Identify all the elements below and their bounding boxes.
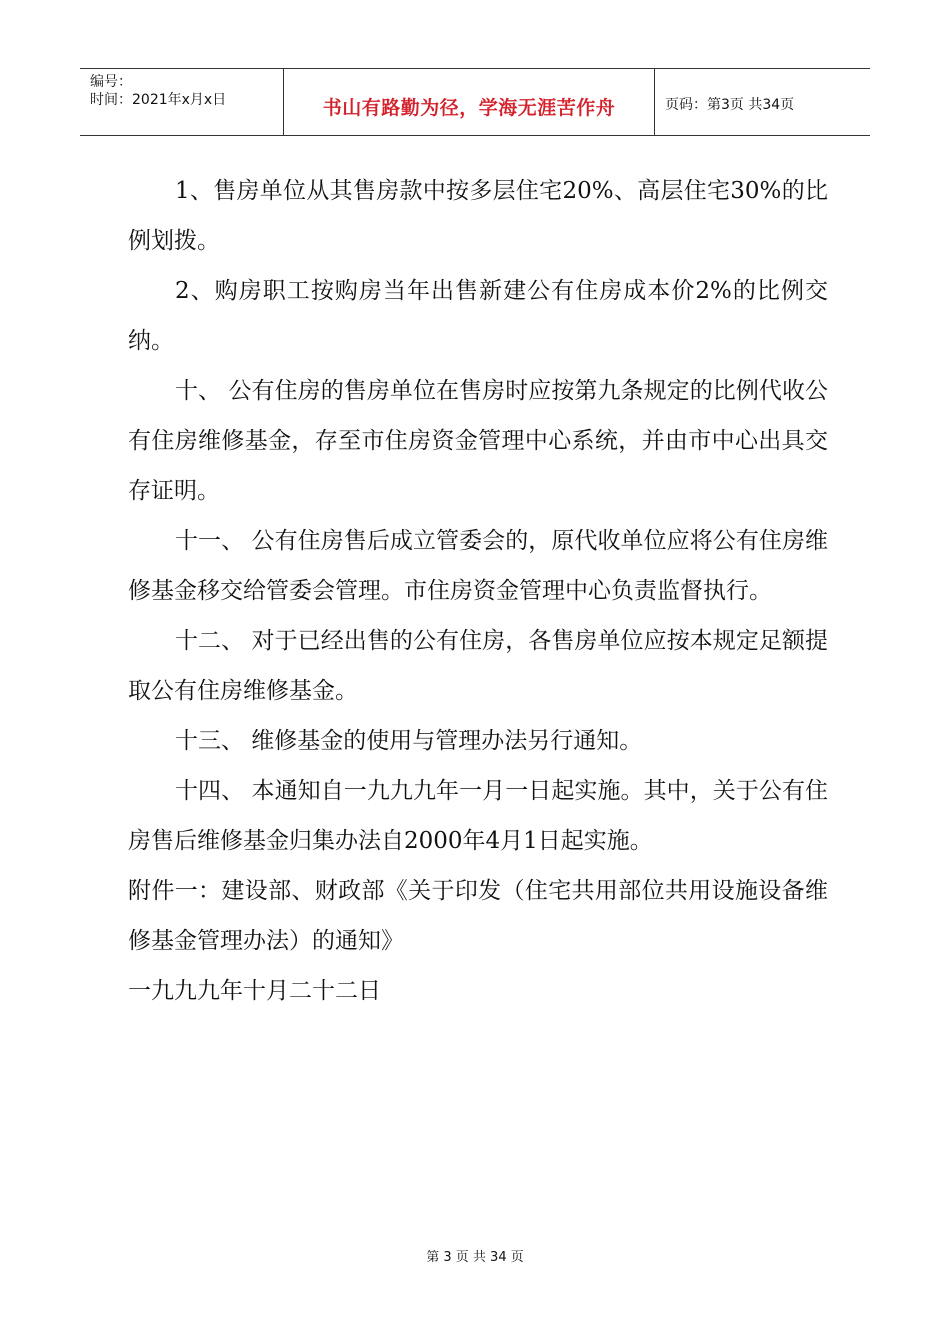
- paragraph-article-13: 十三、 维修基金的使用与管理办法另行通知。: [175, 728, 643, 754]
- header-motto: 书山有路勤为径，学海无涯苦作舟: [322, 96, 616, 119]
- paragraph-article-14: 十四、 本通知自一九九九年一月一日起实施。其中，关于公有住房售后维修基金归集办法自2000年4月1日起实施。: [128, 778, 828, 854]
- date-line: 一九九九年十月二十二日: [128, 978, 381, 1004]
- header-motto-cell: [283, 69, 655, 135]
- header-meta: [80, 69, 283, 135]
- attachment-line: 附件一：建设部、财政部《关于印发（住宅共用部位共用设施设备维修基金管理办法）的通知》: [128, 878, 828, 954]
- page-footer: 第 3 页 共 34 页: [426, 1250, 524, 1265]
- document-body: [128, 166, 828, 1016]
- paragraph-article-10: 十、 公有住房的售房单位在售房时应按第九条规定的比例代收公有住房维修基金，存至市住房资金管理中心系统，并由市中心出具交存证明。: [128, 378, 828, 504]
- document-header: [80, 68, 870, 136]
- paragraph-article-12: 十二、 对于已经出售的公有住房，各售房单位应按本规定足额提取公有住房维修基金。: [128, 628, 828, 704]
- number-label: 编号：: [90, 74, 132, 90]
- paragraph-2: 2、购房职工按购房当年出售新建公有住房成本价2%的比例交纳。: [128, 278, 828, 354]
- paragraph-article-11: 十一、 公有住房售后成立管委会的，原代收单位应将公有住房维修基金移交给管委会管理。市住房资金管理中心负责监督执行。: [128, 528, 828, 604]
- time-label: 时间：2021年x月x日: [90, 92, 227, 108]
- header-page-info: [655, 69, 870, 135]
- paragraph-1: 1、售房单位从其售房款中按多层住宅20%、高层住宅30%的比例划拨。: [128, 178, 828, 254]
- page-label: 页码：第3页 共34页: [665, 97, 795, 113]
